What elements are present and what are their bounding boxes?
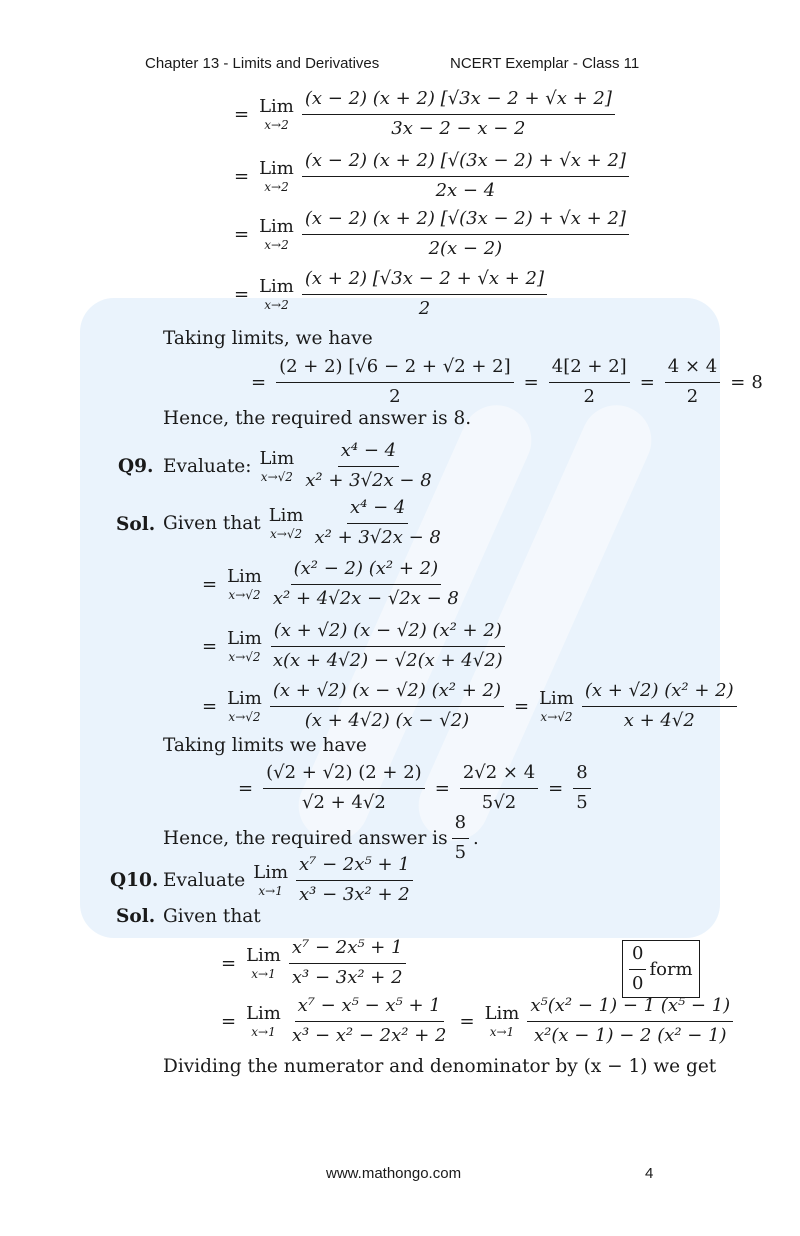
q9-label: Q9. bbox=[118, 456, 154, 477]
fraction: $\frac{8}{5}$ bbox=[452, 812, 469, 864]
fraction: $\frac{(x - 2) (x + 2) [√(3x - 2) + √x + 2]}{2x - 4}$ bbox=[302, 150, 629, 202]
limit-operator: Lim x→1 bbox=[484, 1002, 520, 1039]
fraction: $\frac{2√2 \times 4}{5√2}$ bbox=[460, 762, 538, 814]
limit-operator: Lim x→√2 bbox=[268, 504, 304, 541]
sol9-final bbox=[232, 762, 595, 814]
equals-sign: = bbox=[434, 777, 450, 799]
bracket: $\frac{0}{0}$ form bbox=[622, 940, 700, 998]
fraction: $\frac{4 \times 4}{2}$ bbox=[665, 356, 720, 408]
equals-sign: = bbox=[234, 283, 250, 305]
limit-operator: Lim x→1 bbox=[246, 944, 281, 981]
fraction: $\frac{(x - 2) (x + 2) [√(3x - 2) + √x + 2]}{2(x - 2)}$ bbox=[302, 208, 629, 260]
sol10-label: Sol. bbox=[116, 906, 156, 927]
q8-answer: Hence, the required answer is 8. bbox=[163, 408, 472, 429]
sol9-given: Given that Lim x→√2 $\frac{\text{x⁴ − 4}}{\text{x² + 3√2x − 8}}$ bbox=[163, 497, 448, 549]
sol9-taking-limits: Taking limits we have bbox=[163, 735, 367, 756]
fraction: $\frac{\text{(x + √2) (x − √2) (x² + 2)}}{x(x + 4√2) - √2(x + 4√2)}$ bbox=[270, 620, 506, 672]
fraction: $\frac{\text{(x + √2) (x² + 2)}}{x + 4√2}$ bbox=[582, 680, 737, 732]
sol9-label: Sol. bbox=[116, 514, 156, 535]
q8-taking-limits: Taking limits, we have bbox=[163, 328, 373, 349]
fraction: $\frac{\text{x⁷ − x⁵ − x⁵ + 1}}{\text{x³ − x² − 2x² + 2}}$ bbox=[291, 995, 447, 1046]
equals-sign: = bbox=[234, 103, 250, 125]
result-value: 8 bbox=[751, 371, 763, 393]
limit-operator: Lim x→2 bbox=[259, 275, 294, 312]
header-book: NCERT Exemplar - Class 11 bbox=[450, 55, 640, 72]
equals-sign: = bbox=[639, 371, 655, 393]
equals-sign: = bbox=[238, 777, 254, 799]
equals-sign: = bbox=[234, 165, 250, 187]
footer-page-number: 4 bbox=[645, 1165, 654, 1182]
fraction: $\frac{0}{0}$ bbox=[629, 943, 646, 995]
fraction: $\frac{8}{5}$ bbox=[573, 762, 590, 814]
equals-sign: = bbox=[523, 371, 539, 393]
fraction: $\frac{\text{x⁷ − 2x⁵ + 1}}{\text{x³ − 3x² + 2}}$ bbox=[289, 937, 406, 989]
equals-sign: = bbox=[221, 952, 237, 974]
fraction: $\frac{(x - 2) (x + 2) [√3x - 2 + √x + 2]}{3x - 2 - x - 2}$ bbox=[302, 88, 615, 140]
limit-operator: Lim x→2 bbox=[259, 95, 294, 132]
q10-question: Evaluate Lim x→1 $\frac{\text{x⁷ − 2x⁵ + 1}}{\text{x³ − 3x² + 2}}$ bbox=[163, 854, 417, 906]
fraction: $\frac{4[2 + 2]}{2}$ bbox=[549, 356, 630, 408]
equals-sign: = bbox=[459, 1010, 475, 1032]
equals-sign: = bbox=[251, 371, 267, 393]
fraction: $\frac{(2 + 2) [√6 - 2 + √2 + 2]}{2}$ bbox=[276, 356, 514, 408]
q10-label: Q10. bbox=[110, 870, 159, 891]
limit-operator: Lim x→1 bbox=[253, 861, 289, 898]
sol9-answer: Hence, the required answer is $\frac{8}{5}$ . bbox=[163, 812, 479, 863]
q9-question: Evaluate: Lim x→√2 $\frac{\text{x⁴ − 4}}{\text{x² + 3√2x − 8}}$ bbox=[163, 440, 439, 492]
q8-step-4 bbox=[228, 268, 551, 320]
q8-step-2 bbox=[228, 150, 633, 202]
equals-sign: = bbox=[234, 223, 250, 245]
q8-final bbox=[245, 356, 763, 408]
equals-sign: = bbox=[202, 573, 218, 595]
fraction: $\frac{\text{x⁷ − 2x⁵ + 1}}{\text{x³ − 3x² + 2}}$ bbox=[296, 854, 413, 906]
sol9-step-2 bbox=[196, 620, 510, 672]
sol10-step-1 bbox=[215, 937, 410, 989]
equals-sign: = bbox=[514, 695, 530, 717]
equals-sign: = bbox=[202, 635, 218, 657]
limit-operator: Lim x→√2 bbox=[227, 565, 262, 602]
fraction: $\frac{\text{x⁴ − 4}}{\text{x² + 3√2x − 8}}$ bbox=[314, 497, 441, 548]
fraction: $\frac{(x + 2) [√3x - 2 + √x + 2]}{2}$ bbox=[302, 268, 547, 320]
fraction: $\frac{\text{(x² − 2) (x² + 2)}}{\text{x² + 4√2x − √2x − 8}}$ bbox=[272, 558, 459, 609]
header-chapter: Chapter 13 - Limits and Derivatives bbox=[145, 55, 380, 72]
q8-step-1 bbox=[228, 88, 619, 140]
equals-sign: = bbox=[221, 1010, 237, 1032]
equals-sign: = bbox=[548, 777, 564, 799]
fraction: $\frac{\text{x⁴ − 4}}{\text{x² + 3√2x − 8}}$ bbox=[305, 440, 432, 491]
sol9-step-3 bbox=[196, 680, 741, 732]
sol9-step-1 bbox=[196, 558, 466, 610]
sol10-step-2 bbox=[215, 995, 737, 1047]
limit-operator: Lim x→1 bbox=[246, 1002, 281, 1039]
limit-operator: Lim x→2 bbox=[259, 157, 294, 194]
footer-site[interactable]: www.mathongo.com bbox=[326, 1165, 462, 1182]
limit-operator: Lim x→√2 bbox=[227, 627, 262, 664]
limit-operator: Lim x→√2 bbox=[259, 447, 295, 484]
limit-operator: Lim x→√2 bbox=[539, 687, 574, 724]
fraction: $\frac{(√2 + √2) (2 + 2)}{√2 + 4√2}$ bbox=[263, 762, 425, 814]
q8-step-3 bbox=[228, 208, 633, 260]
equals-sign: = bbox=[730, 371, 746, 393]
limit-operator: Lim x→2 bbox=[259, 215, 294, 252]
limit-operator: Lim x→√2 bbox=[227, 687, 262, 724]
zero-over-zero-form bbox=[622, 940, 700, 998]
fraction: $\frac{\text{(x + √2) (x − √2) (x² + 2)}}{(x + 4√2) (x - √2)}$ bbox=[270, 680, 504, 732]
sol10-dividing: Dividing the numerator and denominator by (x − 1) we get bbox=[163, 1056, 717, 1077]
equals-sign: = bbox=[202, 695, 218, 717]
sol10-given: Given that bbox=[163, 906, 261, 927]
fraction: $\frac{\text{x⁵(x² − 1) − 1 (x⁵ − 1)}}{\text{x²(x − 1) − 2 (x² − 1)}}$ bbox=[527, 995, 733, 1047]
